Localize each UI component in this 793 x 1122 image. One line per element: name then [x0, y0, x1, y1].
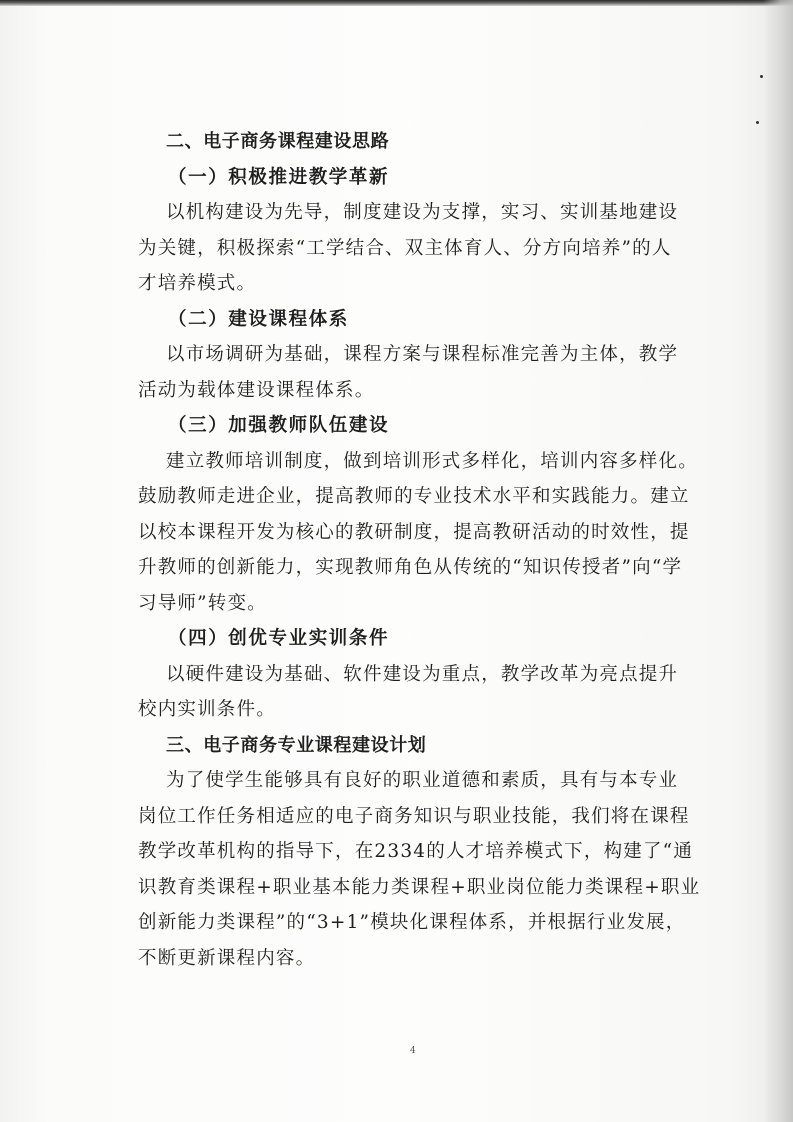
paragraph-line: 升教师的创新能力，实现教师角色从传统的“知识传授者”向“学	[138, 557, 683, 578]
page-number: 4	[410, 1046, 416, 1056]
subsection-heading: （三）加强教师队伍建设	[168, 415, 390, 436]
paragraph-line: 活动为载体建设课程体系。	[138, 379, 375, 401]
paragraph-line: 识教育类课程+职业基本能力类课程+职业岗位能力类课程+职业	[138, 876, 701, 898]
subsection-heading: （四）创优专业实训条件	[168, 628, 390, 649]
paragraph-line: 鼓励教师走进企业，提高教师的专业技术水平和实践能力。建立	[138, 486, 690, 507]
section-heading: 二、电子商务课程建设思路	[166, 131, 390, 152]
section-heading: 三、电子商务专业课程建设计划	[166, 734, 427, 756]
document-body	[138, 124, 710, 976]
scan-top-edge	[0, 0, 793, 6]
scan-speck	[760, 75, 763, 78]
paragraph-line: 校内实训条件。	[138, 699, 276, 720]
paragraph-line: 习导师”转变。	[138, 592, 267, 614]
scan-speck	[756, 121, 759, 124]
paragraph-line: 创新能力类课程”的“3+1”模块化课程体系，并根据行业发展，	[138, 912, 686, 933]
paragraph-line: 岗位工作任务相适应的电子商务知识与职业技能，我们将在课程	[138, 805, 690, 827]
paragraph-line: 教学改革机构的指导下，在2334的人才培养模式下，构建了“通	[138, 841, 694, 862]
paragraph-line: 不断更新课程内容。	[138, 947, 316, 969]
paragraph-line: 建立教师培训制度，做到培训形式多样化，培训内容多样化。	[166, 450, 698, 472]
paragraph-line: 以机构建设为先导，制度建设为支撑，实习、实训基地建设	[166, 202, 679, 223]
paragraph-line: 才培养模式。	[138, 273, 257, 294]
scan-right-edge	[763, 0, 793, 1122]
paragraph-line: 以市场调研为基础，课程方案与课程标准完善为主体，教学	[166, 344, 679, 365]
subsection-heading: （一）积极推进教学革新	[168, 166, 390, 188]
paragraph-line: 为关键，积极探索“工学结合、双主体育人、分方向培养”的人	[138, 237, 672, 259]
paragraph-line: 为了使学生能够具有良好的职业道德和素质，具有与本专业	[166, 770, 679, 791]
paragraph-line: 以硬件建设为基础、软件建设为重点，教学改革为亮点提升	[166, 663, 679, 685]
subsection-heading: （二）建设课程体系	[168, 308, 349, 330]
paragraph-line: 以校本课程开发为核心的教研制度，提高教研活动的时效性，提	[138, 521, 690, 543]
